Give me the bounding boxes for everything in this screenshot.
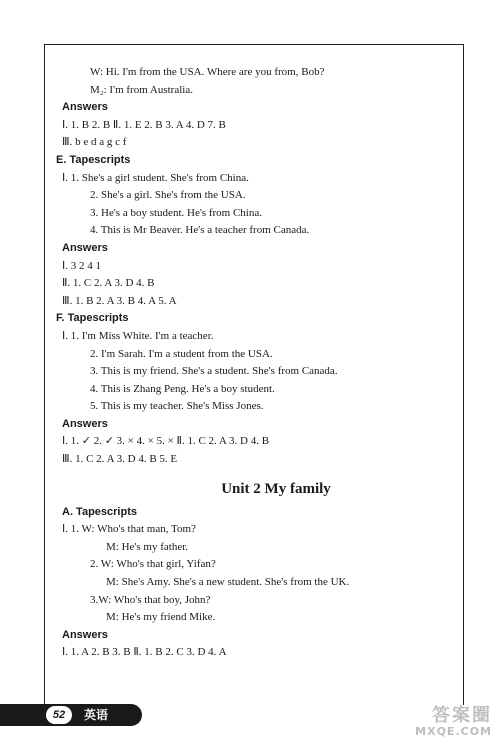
answer-line: Ⅱ. 1. C 2. A 3. D 4. B	[62, 277, 155, 290]
watermark-url: MXQE.COM	[415, 725, 492, 738]
answers-heading: Answers	[62, 417, 108, 430]
tapescript-line: 3. This is my friend. She's a student. She's from Canada.	[90, 365, 338, 378]
tapescript-line: M: She's Amy. She's a new student. She's from the UK.	[106, 576, 350, 589]
section-heading-a: A. Tapescripts	[62, 505, 137, 518]
subject-label: 英语	[84, 708, 109, 722]
answer-line: Ⅰ. 1. B 2. B Ⅱ. 1. E 2. B 3. A 4. D 7. B	[62, 118, 226, 131]
tapescript-line: 5. This is my teacher. She's Miss Jones.	[90, 400, 264, 413]
tapescript-line: 3.W: Who's that boy, John?	[90, 593, 211, 606]
answer-line: Ⅲ. 1. C 2. A 3. D 4. B 5. E	[62, 453, 178, 466]
answer-line: Ⅰ. 1. A 2. B 3. B Ⅱ. 1. B 2. C 3. D 4. A	[62, 646, 227, 659]
answer-line: Ⅰ. 3 2 4 1	[62, 259, 101, 272]
section-heading-f: F. Tapescripts	[56, 312, 129, 325]
tapescript-line: 4. This is Zhang Peng. He's a boy student.	[90, 382, 275, 395]
answer-line: Ⅰ. 1. ✓ 2. ✓ 3. × 4. × 5. × Ⅱ. 1. C 2. A 3. D 4. B	[62, 435, 270, 448]
tapescript-line: 3. He's a boy student. He's from China.	[90, 206, 262, 219]
watermark-text: 答案圈	[432, 705, 492, 726]
tapescript-line: Ⅰ. 1. I'm Miss White. I'm a teacher.	[62, 329, 214, 342]
answer-line: Ⅲ. 1. B 2. A 3. B 4. A 5. A	[62, 294, 177, 307]
tapescript-line: M: He's my father.	[106, 540, 189, 553]
tapescript-line: 4. This is Mr Beaver. He's a teacher from Canada.	[90, 224, 310, 237]
tapescript-line: Ⅰ. 1. W: Who's that man, Tom?	[62, 523, 196, 536]
answer-line: Ⅲ. b e d a g c f	[62, 136, 127, 149]
watermark-logo	[415, 706, 492, 738]
unit-title: Unit 2 My family	[221, 480, 331, 497]
page-content	[56, 64, 456, 662]
tapescript-line: Ⅰ. 1. She's a girl student. She's from China.	[62, 171, 249, 184]
answers-heading: Answers	[62, 628, 108, 641]
tapescript-line: 2. I'm Sarah. I'm a student from the USA.	[90, 347, 273, 360]
tapescript-line: 2. She's a girl. She's from the USA.	[90, 189, 246, 202]
answers-heading: Answers	[62, 101, 108, 114]
answers-heading: Answers	[62, 241, 108, 254]
dialogue-line: M₂: I'm from Australia.	[90, 83, 193, 96]
tapescript-line: 2. W: Who's that girl, Yifan?	[90, 558, 216, 571]
page-number: 52	[46, 706, 72, 724]
dialogue-line: W: Hi. I'm from the USA. Where are you from, Bob?	[90, 66, 325, 78]
section-heading-e: E. Tapescripts	[56, 153, 131, 166]
tapescript-line: M: He's my friend Mike.	[106, 611, 216, 624]
